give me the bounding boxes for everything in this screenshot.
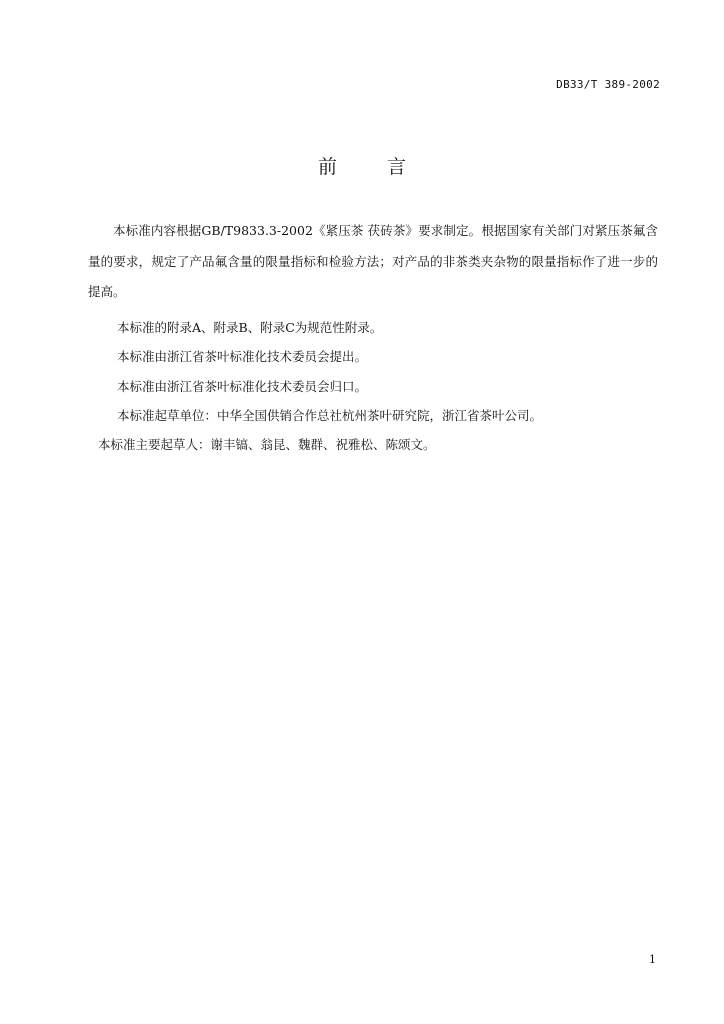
document-code: DB33/T 389-2002 — [556, 78, 660, 91]
paragraph-basis: 本标准内容根据GB/T9833.3-2002《紧压茶 茯砖茶》要求制定。根据国家有关部门对紧压茶氟含量的要求，规定了产品氟含量的限量指标和检验方法；对产品的非茶类夹杂物的限量指标作了进一步的提高。 — [88, 223, 658, 299]
paragraph-managed-by: 本标准由浙江省茶叶标准化技术委员会归口。 — [117, 379, 368, 394]
page-title: 前 言 — [317, 156, 429, 178]
paragraph-proposed-by: 本标准由浙江省茶叶标准化技术委员会提出。 — [117, 349, 368, 364]
paragraph-drafters: 本标准主要起草人：谢丰镐、翁昆、魏群、祝雅松、陈颂文。 — [98, 437, 436, 452]
paragraph-drafting-units: 本标准起草单位：中华全国供销合作总社杭州茶叶研究院，浙江省茶叶公司。 — [117, 408, 543, 423]
page-number: 1 — [649, 953, 656, 966]
paragraph-appendix: 本标准的附录A、附录B、附录C为规范性附录。 — [117, 320, 383, 335]
